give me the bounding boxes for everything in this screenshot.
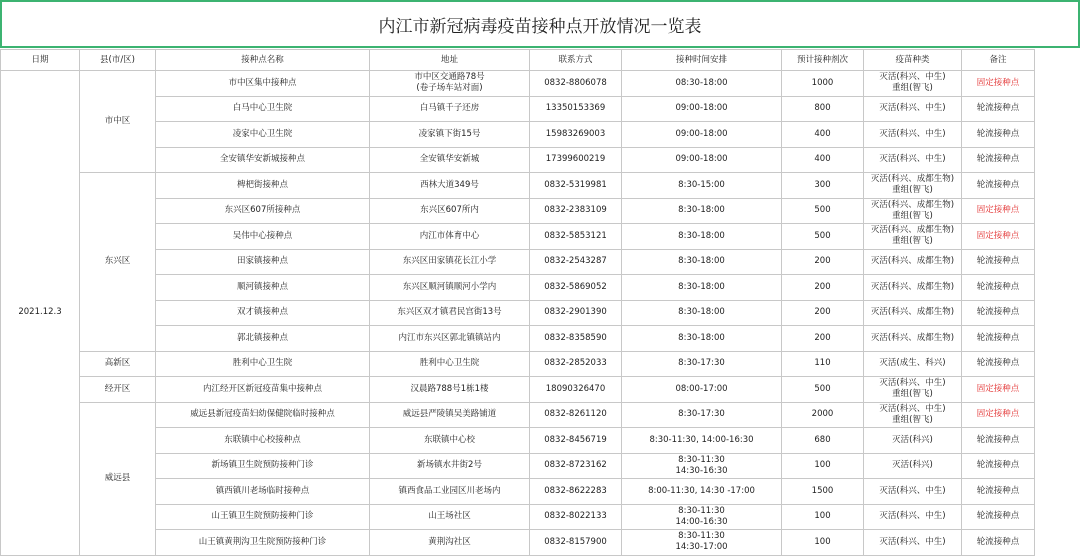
vaccine-cell-line: 灭活(科兴、成都生物)	[870, 225, 955, 236]
table-row	[1, 530, 1080, 556]
address-cell	[370, 147, 530, 173]
time-cell-line: 8:30-18:00	[678, 205, 725, 216]
site-name-cell: 顺河镇接种点	[156, 275, 370, 301]
status-badge: 轮流接种点	[962, 479, 1035, 505]
status-badge: 固定接种点	[962, 377, 1035, 403]
header-district: 县(市/区)	[80, 50, 156, 71]
sheet-gutter	[1035, 71, 1080, 556]
vaccine-cell	[864, 275, 962, 301]
address-cell-line: 新场镇水井街2号	[417, 460, 482, 471]
address-cell	[370, 249, 530, 275]
address-cell-line: 白马镇千子还房	[419, 103, 480, 114]
phone-cell: 0832-5319981	[530, 173, 622, 199]
time-cell-line: 8:30-11:30	[678, 505, 725, 516]
address-cell	[370, 504, 530, 530]
vaccine-cell-line: 重组(智飞)	[892, 185, 933, 196]
site-name-cell: 市中区集中接种点	[156, 71, 370, 97]
address-cell	[370, 530, 530, 556]
vaccine-cell	[864, 453, 962, 479]
time-cell	[622, 479, 782, 505]
table-row	[1, 504, 1080, 530]
header-doses: 预计接种剂次	[782, 50, 864, 71]
phone-cell: 13350153369	[530, 96, 622, 122]
site-name-cell: 东兴区607所接种点	[156, 198, 370, 224]
time-cell	[622, 96, 782, 122]
table-row	[1, 198, 1080, 224]
time-cell-line: 8:30-18:00	[678, 230, 725, 241]
phone-cell: 0832-5853121	[530, 224, 622, 250]
address-cell	[370, 300, 530, 326]
time-cell-line: 14:30-16:30	[675, 465, 728, 476]
time-cell-line: 8:30-18:00	[678, 332, 725, 343]
vaccine-cell-line: 灭活(成生、科兴)	[879, 358, 946, 369]
status-badge: 轮流接种点	[962, 453, 1035, 479]
address-cell	[370, 96, 530, 122]
vaccine-cell-line: 重组(智飞)	[892, 389, 933, 400]
address-cell	[370, 275, 530, 301]
status-badge: 轮流接种点	[962, 428, 1035, 454]
vaccine-cell-line: 灭活(科兴、中生)	[879, 536, 946, 547]
address-cell	[370, 351, 530, 377]
vaccine-cell	[864, 300, 962, 326]
time-cell-line: 14:00-16:30	[675, 516, 728, 527]
vaccine-cell	[864, 504, 962, 530]
table-header-row	[1, 50, 1080, 71]
table-row	[1, 275, 1080, 301]
table-row	[1, 122, 1080, 148]
vaccine-cell	[864, 224, 962, 250]
site-name-cell: 吴伟中心接种点	[156, 224, 370, 250]
status-badge: 轮流接种点	[962, 173, 1035, 199]
doses-cell: 100	[782, 504, 864, 530]
phone-cell: 0832-2901390	[530, 300, 622, 326]
address-cell	[370, 224, 530, 250]
header-time: 接种时间安排	[622, 50, 782, 71]
site-name-cell: 双才镇接种点	[156, 300, 370, 326]
time-cell	[622, 198, 782, 224]
doses-cell: 400	[782, 122, 864, 148]
table-row	[1, 377, 1080, 403]
status-badge: 固定接种点	[962, 224, 1035, 250]
vaccine-cell-line: 灭活(科兴、中生)	[879, 103, 946, 114]
table-row	[1, 224, 1080, 250]
header-address: 地址	[370, 50, 530, 71]
address-cell-line: 山王场社区	[428, 511, 471, 522]
vaccine-cell-line: 重组(智飞)	[892, 83, 933, 94]
table-row	[1, 351, 1080, 377]
time-cell-line: 14:30-17:00	[675, 542, 728, 553]
doses-cell: 200	[782, 300, 864, 326]
vaccine-cell-line: 重组(智飞)	[892, 414, 933, 425]
time-cell	[622, 530, 782, 556]
vaccine-cell-line: 灭活(科兴、成都生物)	[870, 174, 955, 185]
vaccine-cell	[864, 122, 962, 148]
phone-cell: 0832-8806078	[530, 71, 622, 97]
vaccine-cell	[864, 173, 962, 199]
doses-cell: 680	[782, 428, 864, 454]
time-cell	[622, 173, 782, 199]
time-cell	[622, 504, 782, 530]
doses-cell: 400	[782, 147, 864, 173]
vaccine-cell	[864, 351, 962, 377]
address-cell	[370, 428, 530, 454]
time-cell-line: 08:00-17:00	[675, 383, 728, 394]
table-row	[1, 428, 1080, 454]
time-cell	[622, 453, 782, 479]
vaccine-cell	[864, 479, 962, 505]
date-cell: 2021.12.3	[1, 71, 80, 556]
doses-cell: 200	[782, 275, 864, 301]
table-row	[1, 71, 1080, 97]
time-cell-line: 8:30-11:30	[678, 531, 725, 542]
vaccine-cell	[864, 249, 962, 275]
doses-cell: 1500	[782, 479, 864, 505]
vaccine-cell-line: 灭活(科兴、成都生物)	[870, 332, 955, 343]
table-row	[1, 402, 1080, 428]
vaccine-cell	[864, 96, 962, 122]
site-name-cell: 新场镇卫生院预防接种门诊	[156, 453, 370, 479]
status-badge: 轮流接种点	[962, 96, 1035, 122]
vaccine-cell-line: 灭活(科兴、中生)	[879, 154, 946, 165]
vaccine-cell-line: 灭活(科兴、成都生物)	[870, 199, 955, 210]
address-cell	[370, 377, 530, 403]
address-cell	[370, 326, 530, 352]
site-name-cell: 郭北镇接种点	[156, 326, 370, 352]
time-cell	[622, 428, 782, 454]
status-badge: 轮流接种点	[962, 351, 1035, 377]
phone-cell: 0832-8622283	[530, 479, 622, 505]
vaccine-cell-line: 灭活(科兴)	[892, 460, 933, 471]
address-cell-line: 东联镇中心校	[423, 434, 475, 445]
address-cell-line: 内江市东兴区郭北镇镇站内	[398, 332, 501, 343]
vaccine-cell	[864, 326, 962, 352]
doses-cell: 110	[782, 351, 864, 377]
time-cell-line: 8:30-18:00	[678, 307, 725, 318]
status-badge: 轮流接种点	[962, 530, 1035, 556]
vaccine-cell-line: 灭活(科兴、中生)	[879, 511, 946, 522]
phone-cell: 0832-8157900	[530, 530, 622, 556]
doses-cell: 2000	[782, 402, 864, 428]
status-badge: 轮流接种点	[962, 122, 1035, 148]
time-cell-line: 09:00-18:00	[675, 103, 728, 114]
time-cell-line: 8:30-11:30, 14:00-16:30	[649, 434, 754, 445]
address-cell-line: 胜利中心卫生院	[419, 358, 480, 369]
doses-cell: 1000	[782, 71, 864, 97]
address-cell-line: 市中区交通路78号	[414, 72, 485, 83]
table-row	[1, 479, 1080, 505]
phone-cell: 0832-8456719	[530, 428, 622, 454]
time-cell	[622, 300, 782, 326]
vaccination-sites-table-container	[0, 49, 1080, 556]
time-cell-line: 8:30-15:00	[678, 179, 725, 190]
status-badge: 轮流接种点	[962, 275, 1035, 301]
time-cell-line: 08:30-18:00	[675, 77, 728, 88]
doses-cell: 800	[782, 96, 864, 122]
time-cell-line: 8:30-18:00	[678, 281, 725, 292]
address-cell-line: 镇西食品工业园区川老场内	[398, 485, 501, 496]
vaccine-cell-line: 灭活(科兴)	[892, 434, 933, 445]
address-cell	[370, 479, 530, 505]
time-cell	[622, 402, 782, 428]
phone-cell: 0832-8358590	[530, 326, 622, 352]
status-badge: 固定接种点	[962, 198, 1035, 224]
vaccine-cell	[864, 377, 962, 403]
vaccine-cell-line: 灭活(科兴、成都生物)	[870, 256, 955, 267]
vaccine-cell	[864, 402, 962, 428]
site-name-cell: 椑杷街接种点	[156, 173, 370, 199]
header-vaccine: 疫苗种类	[864, 50, 962, 71]
site-name-cell: 胜利中心卫生院	[156, 351, 370, 377]
phone-cell: 0832-2383109	[530, 198, 622, 224]
table-row	[1, 249, 1080, 275]
district-cell: 威远县	[80, 402, 156, 555]
site-name-cell: 全安镇华安新城接种点	[156, 147, 370, 173]
doses-cell: 500	[782, 377, 864, 403]
status-badge: 固定接种点	[962, 402, 1035, 428]
site-name-cell: 威远县新冠疫苗妇幼保健院临时接种点	[156, 402, 370, 428]
doses-cell: 100	[782, 530, 864, 556]
phone-cell: 0832-8261120	[530, 402, 622, 428]
vaccine-cell-line: 灭活(科兴、成都生物)	[870, 307, 955, 318]
district-cell: 东兴区	[80, 173, 156, 352]
phone-cell: 0832-2543287	[530, 249, 622, 275]
time-cell-line: 8:30-17:30	[678, 358, 725, 369]
time-cell-line: 8:30-11:30	[678, 454, 725, 465]
page-title: 内江市新冠病毒疫苗接种点开放情况一览表	[0, 0, 1080, 48]
address-cell-line: 东兴区田家镇花长江小学	[402, 256, 497, 267]
site-name-cell: 田家镇接种点	[156, 249, 370, 275]
status-badge: 固定接种点	[962, 71, 1035, 97]
address-cell-line: (卷子场车站对面)	[416, 83, 483, 94]
table-row	[1, 173, 1080, 199]
time-cell	[622, 351, 782, 377]
address-cell-line: 东兴区607所内	[420, 205, 479, 216]
status-badge: 轮流接种点	[962, 300, 1035, 326]
district-cell: 市中区	[80, 71, 156, 173]
time-cell-line: 8:30-18:00	[678, 256, 725, 267]
time-cell	[622, 326, 782, 352]
site-name-cell: 山王镇卫生院预防接种门诊	[156, 504, 370, 530]
site-name-cell: 白马中心卫生院	[156, 96, 370, 122]
table-row	[1, 300, 1080, 326]
header-phone: 联系方式	[530, 50, 622, 71]
time-cell	[622, 275, 782, 301]
time-cell	[622, 122, 782, 148]
site-name-cell: 内江经开区新冠疫苗集中接种点	[156, 377, 370, 403]
status-badge: 轮流接种点	[962, 147, 1035, 173]
time-cell-line: 8:30-17:30	[678, 409, 725, 420]
time-cell-line: 09:00-18:00	[675, 128, 728, 139]
doses-cell: 200	[782, 249, 864, 275]
time-cell	[622, 249, 782, 275]
phone-cell: 18090326470	[530, 377, 622, 403]
table-body	[1, 71, 1080, 556]
vaccine-cell-line: 灭活(科兴、中生)	[879, 403, 946, 414]
table-row	[1, 326, 1080, 352]
address-cell-line: 凌家镇下街15号	[418, 128, 481, 139]
doses-cell: 500	[782, 224, 864, 250]
vaccination-sites-table	[0, 49, 1080, 556]
vaccine-cell	[864, 530, 962, 556]
time-cell	[622, 71, 782, 97]
vaccine-cell-line: 重组(智飞)	[892, 236, 933, 247]
phone-cell: 0832-2852033	[530, 351, 622, 377]
doses-cell: 200	[782, 326, 864, 352]
address-cell-line: 汉晨路788号1栋1楼	[410, 383, 489, 394]
address-cell-line: 东兴区双才镇君民宫街13号	[397, 307, 502, 318]
address-cell-line: 黄荆沟社区	[428, 536, 471, 547]
address-cell-line: 内江市体育中心	[419, 230, 480, 241]
status-badge: 轮流接种点	[962, 504, 1035, 530]
table-row	[1, 453, 1080, 479]
phone-cell: 15983269003	[530, 122, 622, 148]
header-date: 日期	[1, 50, 80, 71]
address-cell	[370, 198, 530, 224]
address-cell	[370, 173, 530, 199]
address-cell	[370, 453, 530, 479]
doses-cell: 500	[782, 198, 864, 224]
time-cell	[622, 224, 782, 250]
address-cell-line: 西林大道349号	[420, 179, 479, 190]
address-cell	[370, 71, 530, 97]
vaccine-cell-line: 灭活(科兴、中生)	[879, 128, 946, 139]
doses-cell: 100	[782, 453, 864, 479]
site-name-cell: 山王镇黄荆沟卫生院预防接种门诊	[156, 530, 370, 556]
vaccine-cell	[864, 147, 962, 173]
table-row	[1, 147, 1080, 173]
vaccine-cell-line: 灭活(科兴、中生)	[879, 72, 946, 83]
doses-cell: 300	[782, 173, 864, 199]
phone-cell: 0832-8723162	[530, 453, 622, 479]
table-row	[1, 96, 1080, 122]
header-note: 备注	[962, 50, 1035, 71]
vaccine-cell	[864, 428, 962, 454]
time-cell	[622, 147, 782, 173]
district-cell: 高新区	[80, 351, 156, 377]
vaccine-cell	[864, 71, 962, 97]
site-name-cell: 镇西镇川老场临时接种点	[156, 479, 370, 505]
address-cell	[370, 122, 530, 148]
phone-cell: 0832-5869052	[530, 275, 622, 301]
vaccine-cell	[864, 198, 962, 224]
time-cell-line: 09:00-18:00	[675, 154, 728, 165]
vaccine-cell-line: 灭活(科兴、中生)	[879, 378, 946, 389]
phone-cell: 0832-8022133	[530, 504, 622, 530]
address-cell	[370, 402, 530, 428]
vaccine-cell-line: 灭活(科兴、中生)	[879, 485, 946, 496]
header-site-name: 接种点名称	[156, 50, 370, 71]
sheet-gutter	[1035, 50, 1080, 71]
site-name-cell: 东联镇中心校接种点	[156, 428, 370, 454]
address-cell-line: 东兴区顺河镇顺河小学内	[402, 281, 497, 292]
status-badge: 轮流接种点	[962, 326, 1035, 352]
vaccine-cell-line: 灭活(科兴、成都生物)	[870, 281, 955, 292]
site-name-cell: 凌家中心卫生院	[156, 122, 370, 148]
status-badge: 轮流接种点	[962, 249, 1035, 275]
phone-cell: 17399600219	[530, 147, 622, 173]
time-cell	[622, 377, 782, 403]
address-cell-line: 威远县严陵镇吴美路铺道	[402, 409, 497, 420]
vaccine-cell-line: 重组(智飞)	[892, 210, 933, 221]
district-cell: 经开区	[80, 377, 156, 403]
time-cell-line: 8:00-11:30, 14:30 -17:00	[648, 485, 755, 496]
address-cell-line: 全安镇华安新城	[419, 154, 480, 165]
